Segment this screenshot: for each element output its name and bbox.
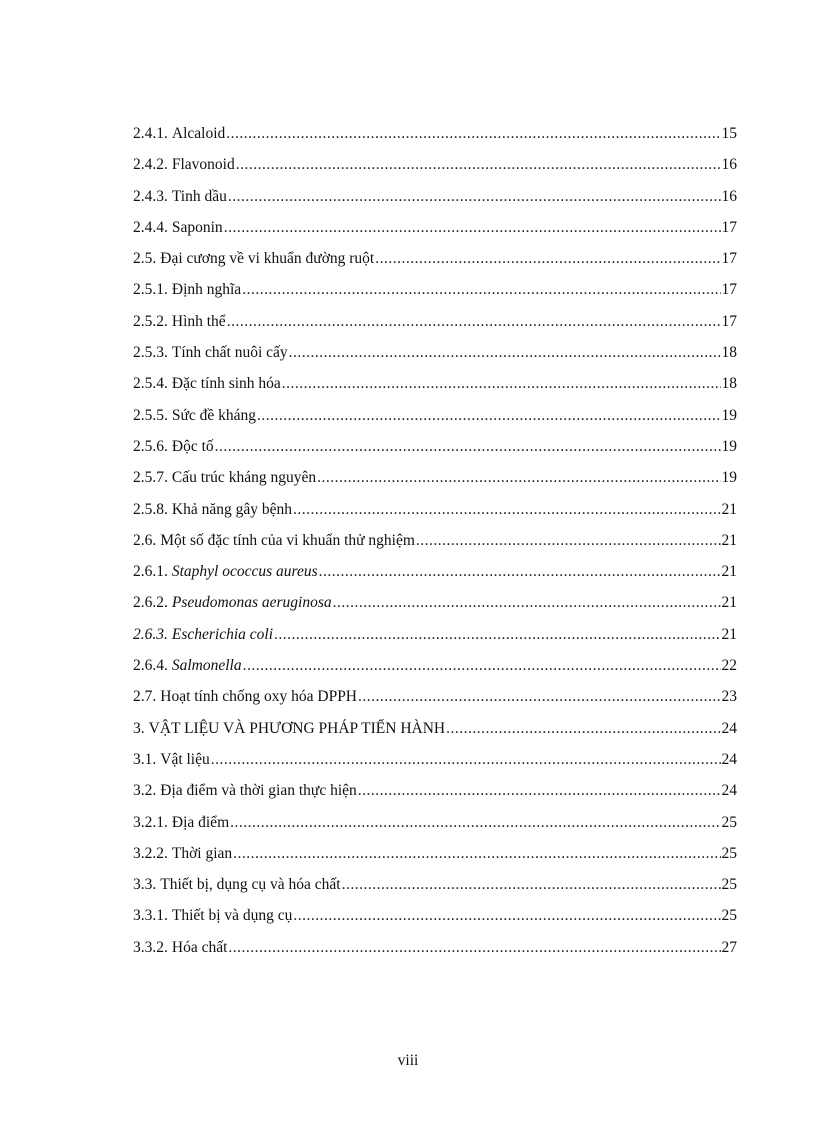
toc-entry[interactable]	[133, 619, 737, 650]
toc-entry-page: 24	[721, 750, 737, 768]
toc-entry-title: Hóa chất	[171, 938, 228, 956]
toc-entry[interactable]	[133, 243, 737, 274]
toc-entry-number: 3.1.	[133, 750, 157, 768]
toc-entry-title: Thiết bị và dụng cụ	[171, 907, 293, 925]
toc-entry-title: Tính chất nuôi cấy	[171, 344, 288, 362]
toc-entry-number: 2.5.1.	[133, 281, 168, 299]
toc-entry[interactable]	[133, 681, 737, 712]
toc-entry-number: 3.3.2.	[133, 938, 168, 956]
toc-dot-leader	[446, 713, 720, 744]
toc-entry-title: Sức đề kháng	[171, 406, 257, 424]
toc-entry-title: Đại cương về vi khuẩn đường ruột	[160, 250, 375, 268]
toc-entry[interactable]	[133, 556, 737, 587]
toc-dot-leader	[228, 181, 721, 212]
toc-entry-title: Tinh dầu	[171, 187, 227, 205]
toc-entry-title: Escherichia coli	[171, 625, 274, 643]
toc-entry-page: 15	[721, 125, 737, 142]
toc-entry-title: Salmonella	[171, 657, 242, 675]
toc-entry[interactable]	[133, 181, 737, 212]
toc-entry-page: 27	[721, 938, 737, 956]
toc-entry-title: Thời gian	[171, 844, 233, 862]
toc-dot-leader	[230, 807, 720, 838]
toc-entry-number: 2.4.4.	[133, 218, 168, 236]
toc-entry[interactable]	[133, 494, 737, 525]
toc-entry[interactable]	[133, 400, 737, 431]
toc-entry-page: 17	[721, 312, 737, 330]
toc-entry-title: Đặc tính sinh hóa	[171, 375, 281, 393]
toc-entry-page: 18	[721, 375, 737, 393]
toc-dot-leader	[375, 243, 720, 274]
toc-entry[interactable]	[133, 838, 737, 869]
toc-entry[interactable]	[133, 587, 737, 618]
toc-entry[interactable]	[133, 306, 737, 337]
toc-entry-number: 2.5.	[133, 250, 157, 268]
toc-entry-number: 3.2.2.	[133, 844, 168, 862]
toc-entry-number: 2.6.2.	[133, 594, 168, 612]
toc-entry-number: 2.6.3.	[133, 625, 168, 643]
toc-entry-page: 16	[721, 187, 737, 205]
toc-entry-number: 2.7.	[133, 688, 157, 706]
toc-entry-page: 25	[721, 876, 737, 894]
toc-entry-number: 2.6.	[133, 531, 157, 549]
toc-entry-number: 2.5.2.	[133, 312, 168, 330]
toc-entry[interactable]	[133, 274, 737, 305]
toc-entry-number: 2.5.8.	[133, 500, 168, 518]
table-of-contents	[133, 118, 737, 963]
toc-entry-title: Staphyl ococcus aureus	[171, 563, 318, 581]
toc-dot-leader	[358, 775, 721, 806]
toc-entry[interactable]	[133, 713, 737, 744]
toc-entry-number: 2.5.3.	[133, 344, 168, 362]
toc-entry-number: 3.3.1.	[133, 907, 168, 925]
toc-entry-page: 21	[721, 594, 737, 612]
toc-entry[interactable]	[133, 525, 737, 556]
toc-dot-leader	[243, 650, 721, 681]
toc-dot-leader	[333, 587, 721, 618]
toc-dot-leader	[342, 869, 721, 900]
toc-entry-number: 2.6.1.	[133, 563, 168, 581]
toc-entry-page: 24	[721, 719, 737, 737]
toc-entry-page: 17	[721, 250, 737, 268]
toc-dot-leader	[293, 900, 720, 931]
toc-dot-leader	[317, 462, 720, 493]
toc-entry-number: 3.3.	[133, 876, 157, 894]
toc-entry-page: 17	[721, 218, 737, 236]
toc-dot-leader	[233, 838, 720, 869]
toc-entry-number: 2.5.5.	[133, 406, 168, 424]
toc-entry-title: Định nghĩa	[171, 281, 242, 299]
toc-dot-leader	[227, 306, 721, 337]
toc-entry-page: 18	[721, 344, 737, 362]
toc-entry-page: 24	[721, 782, 737, 800]
toc-entry-page: 17	[721, 281, 737, 299]
toc-entry[interactable]	[133, 869, 737, 900]
toc-entry[interactable]	[133, 368, 737, 399]
toc-dot-leader	[319, 556, 721, 587]
toc-entry-title: Khả năng gây bệnh	[171, 500, 292, 518]
toc-dot-leader	[242, 274, 720, 305]
toc-entry-title: Địa điểm và thời gian thực hiện	[160, 782, 357, 800]
toc-dot-leader	[257, 400, 720, 431]
toc-entry-title: Alcaloid	[171, 125, 226, 142]
toc-dot-leader	[416, 525, 721, 556]
toc-dot-leader	[358, 681, 720, 712]
toc-dot-leader	[289, 337, 721, 368]
toc-entry-number: 2.4.2.	[133, 156, 168, 174]
toc-entry-title: Độc tố	[171, 437, 214, 455]
toc-entry-number: 2.5.4.	[133, 375, 168, 393]
toc-entry[interactable]	[133, 932, 737, 963]
toc-entry-title: Pseudomonas aeruginosa	[171, 594, 332, 612]
toc-entry-page: 21	[721, 563, 737, 581]
toc-entry-page: 22	[721, 657, 737, 675]
toc-dot-leader	[282, 368, 721, 399]
toc-entry-page: 16	[721, 156, 737, 174]
toc-entry-title: Hình thể	[171, 312, 226, 330]
toc-entry-number: 2.5.7.	[133, 469, 168, 487]
toc-entry[interactable]	[133, 118, 737, 149]
toc-entry-title: Một số đặc tính của vi khuẩn thử nghiệm	[160, 531, 415, 549]
toc-dot-leader	[236, 149, 721, 180]
toc-dot-leader	[226, 118, 720, 149]
toc-entry-number: 3.2.	[133, 782, 157, 800]
toc-entry[interactable]	[133, 900, 737, 931]
toc-dot-leader	[215, 431, 721, 462]
toc-entry-page: 21	[721, 625, 737, 643]
toc-entry[interactable]	[133, 337, 737, 368]
toc-entry-page: 21	[721, 500, 737, 518]
page-number: viii	[397, 1052, 419, 1069]
toc-entry-title: VẬT LIỆU VÀ PHƯƠNG PHÁP TIẾN HÀNH	[148, 719, 446, 737]
toc-dot-leader	[228, 932, 720, 963]
toc-entry-page: 25	[721, 907, 737, 925]
toc-entry[interactable]	[133, 431, 737, 462]
toc-entry-page: 19	[721, 437, 737, 455]
toc-entry[interactable]	[133, 650, 737, 681]
toc-entry-number: 2.4.1.	[133, 125, 168, 142]
toc-entry-title: Cấu trúc kháng nguyên	[171, 469, 317, 487]
toc-entry[interactable]	[133, 149, 737, 180]
toc-entry-number: 3.	[133, 719, 145, 737]
toc-entry-page: 23	[721, 688, 737, 706]
toc-entry-page: 19	[721, 469, 737, 487]
toc-entry[interactable]	[133, 775, 737, 806]
toc-dot-leader	[293, 494, 721, 525]
toc-entry-number: 2.5.6.	[133, 437, 168, 455]
toc-entry-number: 2.4.3.	[133, 187, 168, 205]
toc-entry-number: 3.2.1.	[133, 813, 168, 831]
toc-entry-number: 2.6.4.	[133, 657, 168, 675]
toc-entry[interactable]	[133, 807, 737, 838]
toc-entry-title: Hoạt tính chống oxy hóa DPPH	[160, 688, 358, 706]
toc-entry[interactable]	[133, 744, 737, 775]
toc-entry-page: 25	[721, 844, 737, 862]
toc-entry-title: Saponin	[171, 218, 223, 236]
toc-entry-title: Vật liệu	[160, 750, 210, 768]
toc-entry-page: 19	[721, 406, 737, 424]
toc-dot-leader	[274, 619, 720, 650]
toc-entry[interactable]	[133, 212, 737, 243]
toc-entry-page: 25	[721, 813, 737, 831]
toc-dot-leader	[211, 744, 721, 775]
toc-entry-title: Địa điểm	[171, 813, 230, 831]
toc-dot-leader	[224, 212, 721, 243]
toc-entry-title: Flavonoid	[171, 156, 235, 174]
toc-entry[interactable]	[133, 462, 737, 493]
toc-entry-page: 21	[721, 531, 737, 549]
toc-entry-title: Thiết bị, dụng cụ và hóa chất	[160, 876, 341, 894]
